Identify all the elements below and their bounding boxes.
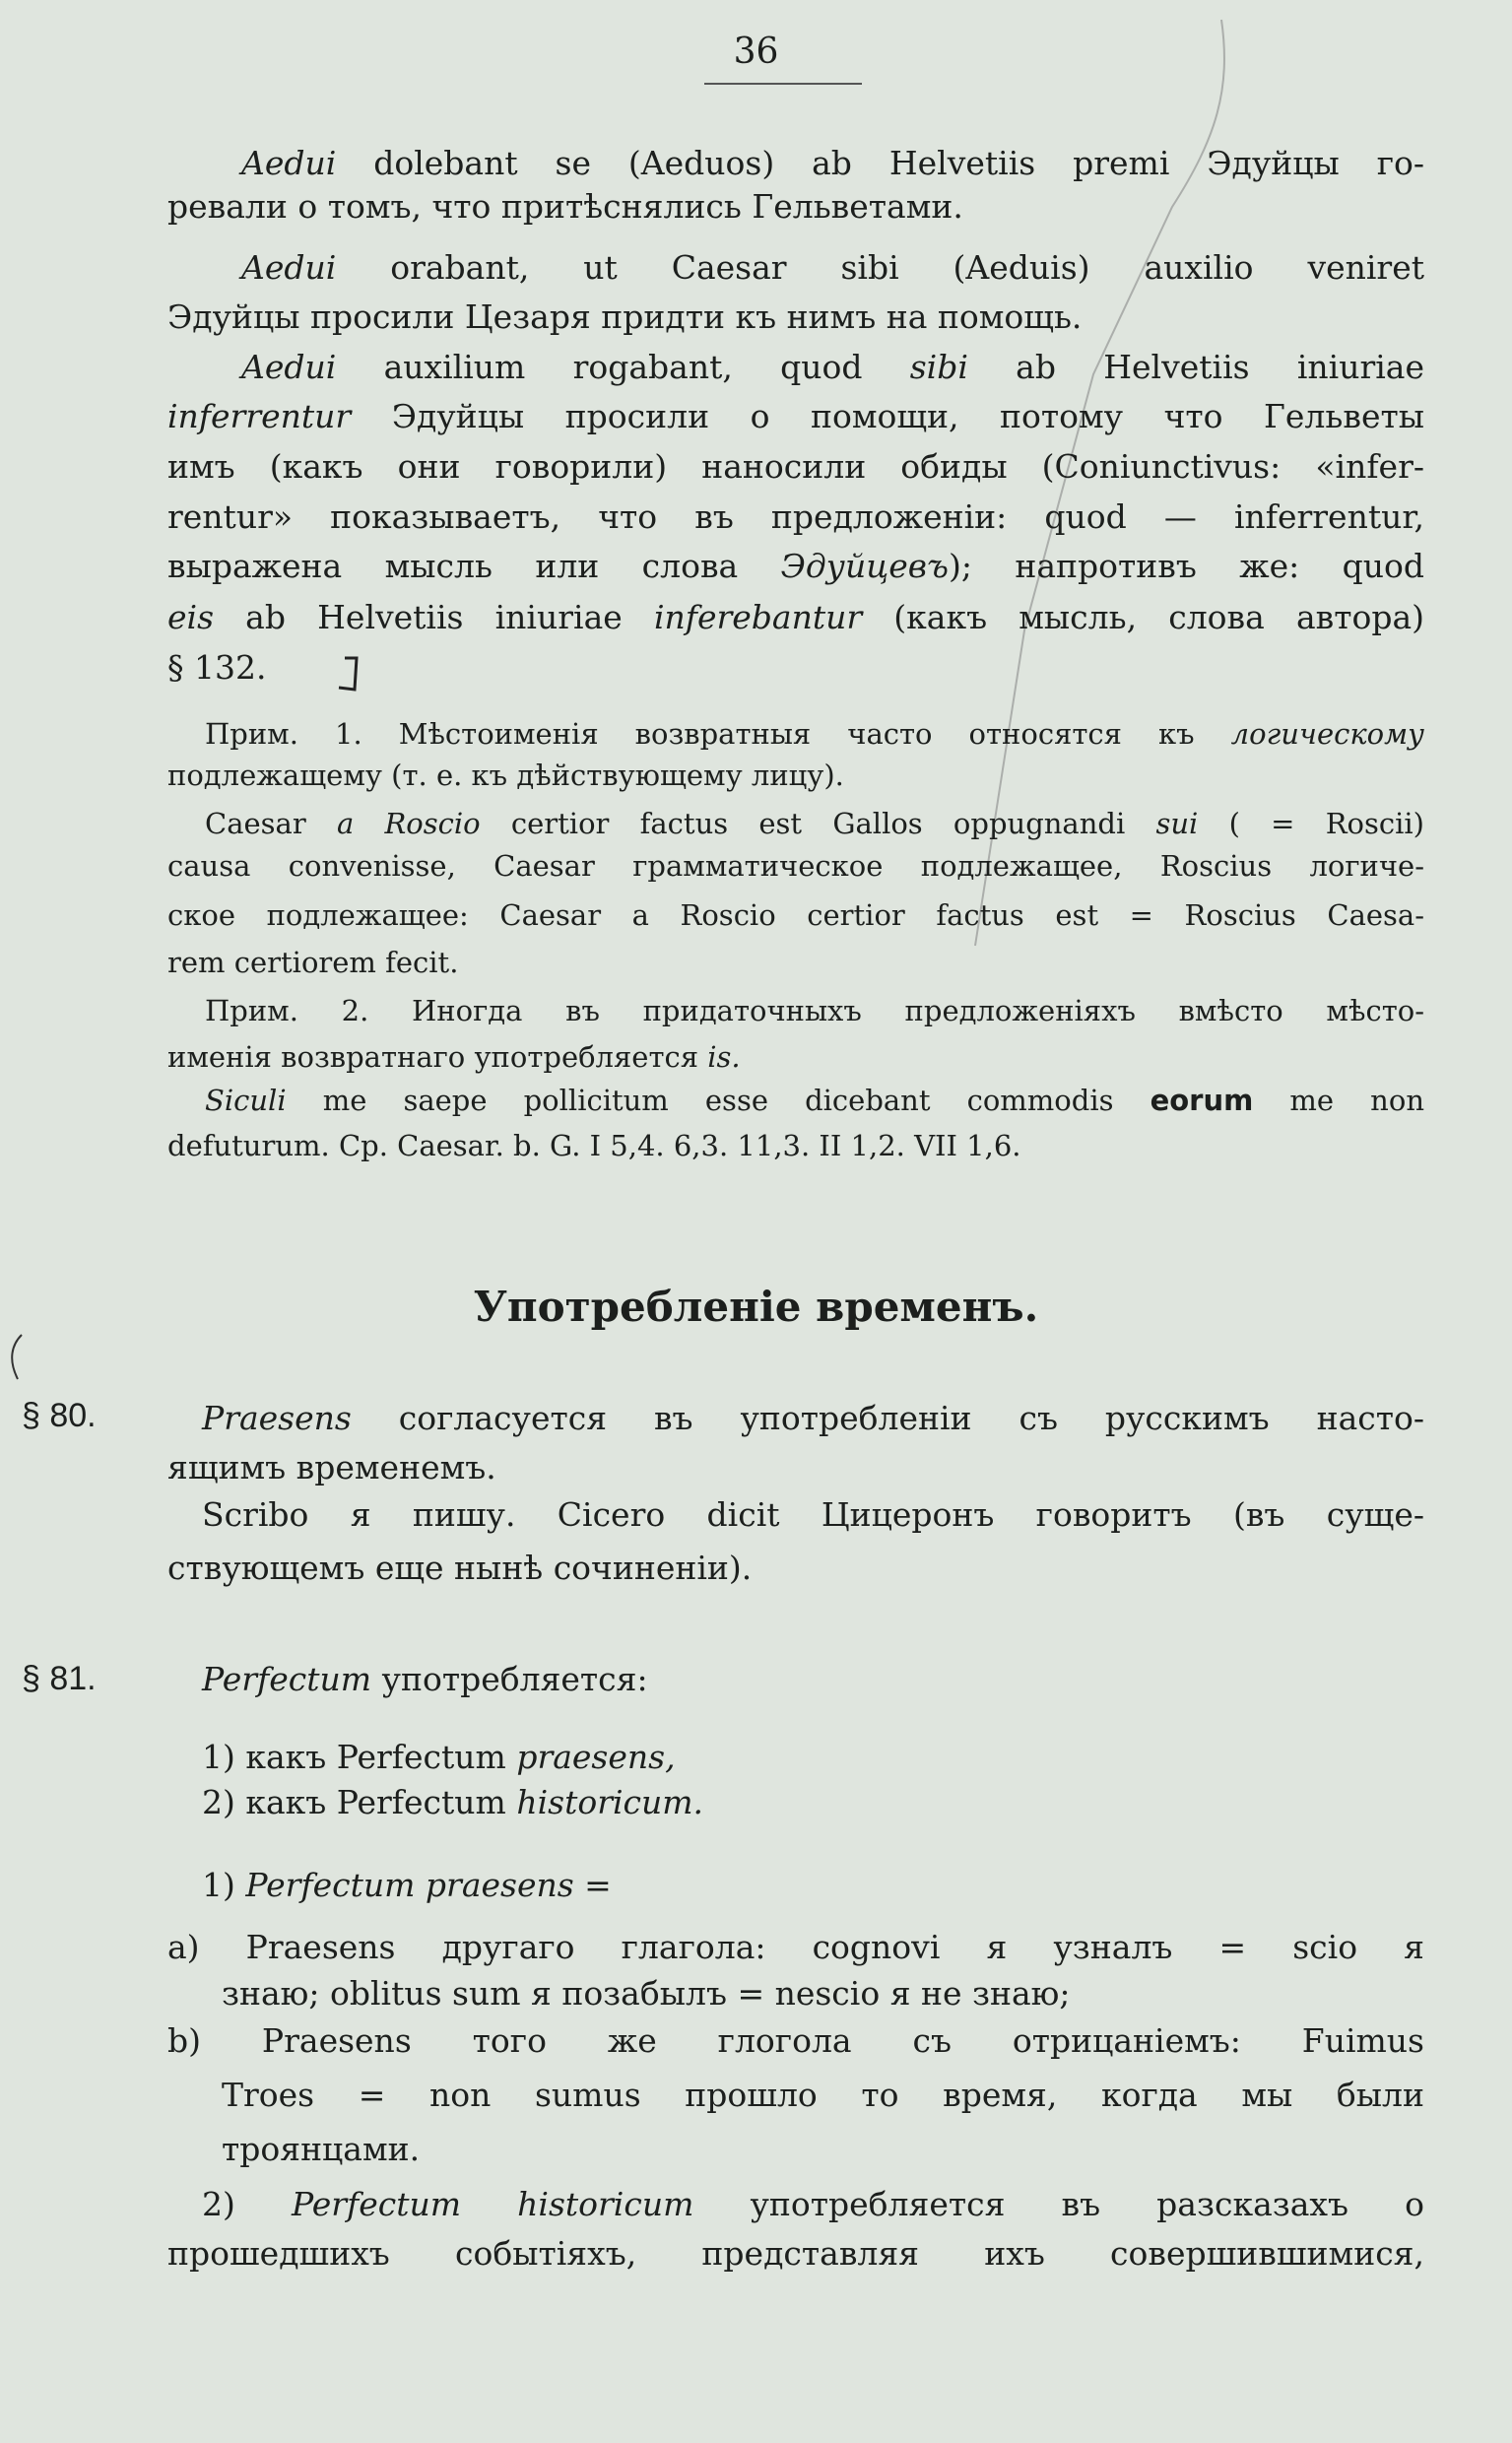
text-segment: согласуется въ употребленіи съ русскимъ насто- — [351, 1399, 1424, 1437]
note-line — [167, 846, 1424, 886]
note-line — [205, 1081, 1424, 1120]
note-line — [205, 991, 1424, 1030]
italic-text: Aedui — [241, 144, 337, 182]
section-label-80: § 80. — [22, 1397, 97, 1434]
text-segment: знаю; oblitus sum я позабылъ = nescio я не знаю; — [222, 1974, 1071, 2013]
text-line — [241, 248, 1424, 288]
text-segment: ); напротивъ же: quod — [948, 547, 1424, 585]
section-heading: Употребленіе временъ. — [473, 1283, 1039, 1331]
text-line — [167, 598, 1424, 637]
text-line — [167, 497, 1424, 537]
text-segment: ствующемъ еще нынѣ сочиненіи). — [167, 1549, 753, 1587]
text-line — [241, 144, 1424, 183]
text-segment: § 132. — [167, 648, 267, 687]
note-line — [167, 1037, 1424, 1077]
italic-text: historicum. — [516, 1783, 704, 1821]
text-segment: Прим. 1. Мѣстоименія возвратныя часто относятся къ — [205, 717, 1231, 751]
italic-text: eis — [167, 598, 215, 636]
text-segment: certior factus est Gallos oppugnandi — [480, 807, 1156, 840]
text-segment: auxilium rogabant, quod — [336, 348, 910, 386]
text-segment: имъ (какъ они говорили) наносили обиды (Coniunctivus: «infer- — [167, 447, 1424, 486]
text-segment: Эдуйцы просили о помощи, потому что Гельветы — [351, 397, 1424, 435]
note-line — [167, 895, 1424, 935]
text-line — [167, 1928, 1424, 1967]
text-line — [202, 1866, 1424, 1905]
italic-text: sibi — [909, 348, 968, 386]
note-line — [205, 714, 1424, 754]
page-number: 36 — [733, 32, 779, 72]
text-segment: троянцами. — [222, 2130, 421, 2168]
italic-text: Perfectum praesens — [245, 1866, 574, 1904]
text-line — [167, 2021, 1424, 2061]
text-line — [167, 648, 1424, 688]
note-line — [205, 804, 1424, 843]
italic-text: praesens, — [516, 1738, 676, 1776]
text-segment: ab Helvetiis iniuriae — [214, 598, 654, 636]
text-line — [167, 2234, 1424, 2274]
text-line — [167, 397, 1424, 436]
italic-text: логическому — [1230, 717, 1424, 751]
text-segment: dolebant se (Aeduos) ab Helvetiis premi Эдуйцы го- — [336, 144, 1424, 182]
text-segment: ящимъ временемъ. — [167, 1448, 496, 1486]
italic-text: Aedui — [241, 348, 337, 386]
text-line — [202, 1660, 1424, 1699]
text-segment: (какъ мысль, слова автора) — [862, 598, 1424, 636]
text-segment: употребляется въ разсказахъ о — [693, 2185, 1424, 2223]
text-line — [222, 2076, 1424, 2115]
text-segment: прошедшихъ событіяхъ, представляя ихъ совершившимися, — [167, 2234, 1424, 2273]
text-line — [222, 1974, 1424, 2014]
italic-text: Aedui — [241, 248, 337, 287]
text-line — [202, 1783, 1424, 1822]
text-line — [167, 297, 1424, 337]
text-segment: me saepe pollicitum esse dicebant commodis — [286, 1084, 1150, 1117]
text-segment: употребляется: — [371, 1660, 648, 1698]
text-segment: 2) какъ Perfectum — [202, 1783, 517, 1821]
text-segment: ( = Roscii) — [1198, 807, 1424, 840]
italic-text: Praesens — [202, 1399, 352, 1437]
text-line — [202, 1738, 1424, 1777]
text-segment: = — [573, 1866, 612, 1904]
text-segment: Troes = non sumus прошло то время, когда мы были — [222, 2076, 1424, 2114]
note-line — [167, 756, 1424, 795]
text-line — [167, 187, 1424, 227]
text-segment: Caesar — [205, 807, 337, 840]
text-segment: подлежащему (т. е. къ дѣйствующему лицу). — [167, 759, 844, 792]
text-segment: defuturum. Ср. Caesar. b. G. I 5,4. 6,3. 11,3. II 1,2. VII 1,6. — [167, 1129, 1021, 1162]
italic-text: Perfectum — [202, 1660, 372, 1698]
text-segment: eorum — [1150, 1084, 1254, 1117]
text-line — [202, 1495, 1424, 1535]
italic-text: Siculi — [205, 1084, 287, 1117]
text-segment: orabant, ut Caesar sibi (Aeduis) auxilio veniret — [336, 248, 1424, 287]
text-line — [167, 1549, 1424, 1588]
italic-text: Эдуйцевъ — [780, 547, 949, 585]
note-line — [167, 943, 1424, 982]
text-line — [202, 2185, 1424, 2224]
text-segment: ское подлежащее: Caesar a Roscio certior factus est = Roscius Caesa- — [167, 898, 1424, 932]
italic-text: inferebantur — [653, 598, 863, 636]
text-segment: Прим. 2. Иногда въ придаточныхъ предложеніяхъ вмѣсто мѣсто- — [205, 994, 1424, 1027]
text-segment: 2) — [202, 2185, 292, 2223]
text-segment: 1) какъ Perfectum — [202, 1738, 517, 1776]
text-line — [167, 447, 1424, 487]
italic-text: sui — [1155, 807, 1199, 840]
text-segment: Scribo я пишу. Cicero dicit Цицеронъ говоритъ (въ суще- — [202, 1495, 1424, 1534]
section-label-81: § 81. — [22, 1660, 97, 1697]
text-segment: именія возвратнаго употребляется — [167, 1040, 708, 1074]
italic-text: a Roscio — [336, 807, 481, 840]
text-segment: causa convenisse, Caesar грамматическое подлежащее, Roscius логиче- — [167, 849, 1424, 883]
italic-text: inferrentur — [167, 397, 352, 435]
note-line — [167, 1126, 1424, 1165]
italic-text: Perfectum historicum — [291, 2185, 694, 2223]
text-line — [167, 547, 1424, 586]
text-segment: ab Helvetiis iniuriae — [967, 348, 1424, 386]
text-segment: ревали о томъ, что притѣснялись Гельветами. — [167, 187, 963, 226]
text-line — [202, 1399, 1424, 1438]
text-segment: выражена мысль или слова — [167, 547, 781, 585]
text-line — [241, 348, 1424, 387]
text-segment: rem certiorem fecit. — [167, 946, 459, 979]
text-line — [222, 2130, 1424, 2169]
italic-text: is. — [707, 1040, 741, 1074]
text-segment: a) Praesens другаго глагола: cognovi я узналъ = scio я — [167, 1928, 1424, 1966]
text-segment: 1) — [202, 1866, 246, 1904]
text-line — [167, 1448, 1424, 1487]
text-segment: Эдуйцы просили Цезаря придти къ нимъ на помощь. — [167, 297, 1083, 336]
text-segment: me non — [1253, 1084, 1424, 1117]
text-segment: rentur» показываетъ, что въ предложеніи: quod — inferrentur, — [167, 497, 1424, 536]
text-segment: b) Praesens того же глогола съ отрицаніемъ: Fuimus — [167, 2021, 1424, 2060]
